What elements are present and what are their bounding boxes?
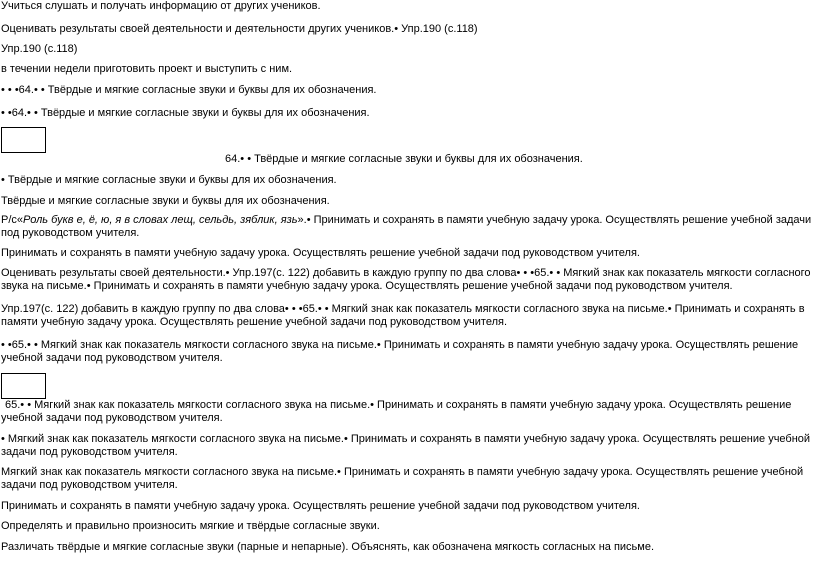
line-13: Упр.197(с. 122) добавить в каждую группу по два слова• • •65.• • Мягкий знак как показатель мягкости согласного звука на письме.• Принимать и сохранять в памяти учебную задачу урока. Осуществлять решение учебной задачи под руководством учителя. bbox=[1, 303, 805, 328]
empty-box-1 bbox=[1, 127, 46, 153]
empty-box-2 bbox=[1, 373, 46, 399]
line-1: Учиться слушать и получать информацию от других учеников. bbox=[1, 0, 321, 12]
line-14: • •65.• • Мягкий знак как показатель мягкости согласного звука на письме.• Принимать и сохранять в памяти учебную задачу урока. Осуществлять решение учебной задачи под руководством учителя. bbox=[1, 339, 799, 364]
line-4: в течении недели приготовить проект и выступить с ним. bbox=[1, 63, 293, 75]
line-10-topic: Роль букв е, ё, ю, я в словах лещ, сельдь, зяблик, язь bbox=[23, 214, 298, 226]
line-2: Оценивать результаты своей деятельности и деятельности других учеников.• Упр.190 (с.118) bbox=[1, 23, 478, 35]
line-8: • Твёрдые и мягкие согласные звуки и буквы для их обозначения. bbox=[1, 174, 337, 186]
line-7: 64.• • Твёрдые и мягкие согласные звуки и буквы для их обозначения. bbox=[225, 153, 583, 165]
line-20: Различать твёрдые и мягкие согласные звуки (парные и непарные). Объяснять, как обозначена мягкость согласных на письме. bbox=[1, 541, 655, 553]
line-12: Оценивать результаты своей деятельности.• Упр.197(с. 122) добавить в каждую группу по два слова• • •65.• • Мягкий знак как показатель мягкости согласного звука на письме.• Принимать и сохранять в памяти учебную задачу урока. Осуществлять решение учебной задачи под руководством учителя. bbox=[1, 267, 811, 292]
line-10-rest: ».• Принимать и сохранять в памяти учебную задачу урока. Осуществлять решение учебной задачи под руководством учителя. bbox=[1, 214, 812, 239]
line-15: 65.• • Мягкий знак как показатель мягкости согласного звука на письме.• Принимать и сохранять в памяти учебную задачу урока. Осуществлять решение учебной задачи под руководством учителя. bbox=[1, 399, 792, 424]
line-19: Определять и правильно произносить мягкие и твёрдые согласные звуки. bbox=[1, 520, 380, 532]
line-11: Принимать и сохранять в памяти учебную задачу урока. Осуществлять решение учебной задачи под руководством учителя. bbox=[1, 247, 640, 259]
line-5: • • •64.• • Твёрдые и мягкие согласные звуки и буквы для их обозначения. bbox=[1, 84, 377, 96]
line-3: Упр.190 (с.118) bbox=[1, 43, 78, 55]
line-10-prefix: Р/с« bbox=[1, 214, 24, 226]
line-18: Принимать и сохранять в памяти учебную задачу урока. Осуществлять решение учебной задачи под руководством учителя. bbox=[1, 500, 640, 512]
line-9: Твёрдые и мягкие согласные звуки и буквы для их обозначения. bbox=[1, 195, 330, 207]
line-17: Мягкий знак как показатель мягкости согласного звука на письме.• Принимать и сохранять в памяти учебную задачу урока. Осуществлять решение учебной задачи под руководством учителя. bbox=[1, 466, 804, 491]
line-6: • •64.• • Твёрдые и мягкие согласные звуки и буквы для их обозначения. bbox=[1, 107, 370, 119]
line-16: • Мягкий знак как показатель мягкости согласного звука на письме.• Принимать и сохранять в памяти учебную задачу урока. Осуществлять решение учебной задачи под руководством учителя. bbox=[1, 433, 811, 458]
line-10 bbox=[1, 214, 814, 240]
